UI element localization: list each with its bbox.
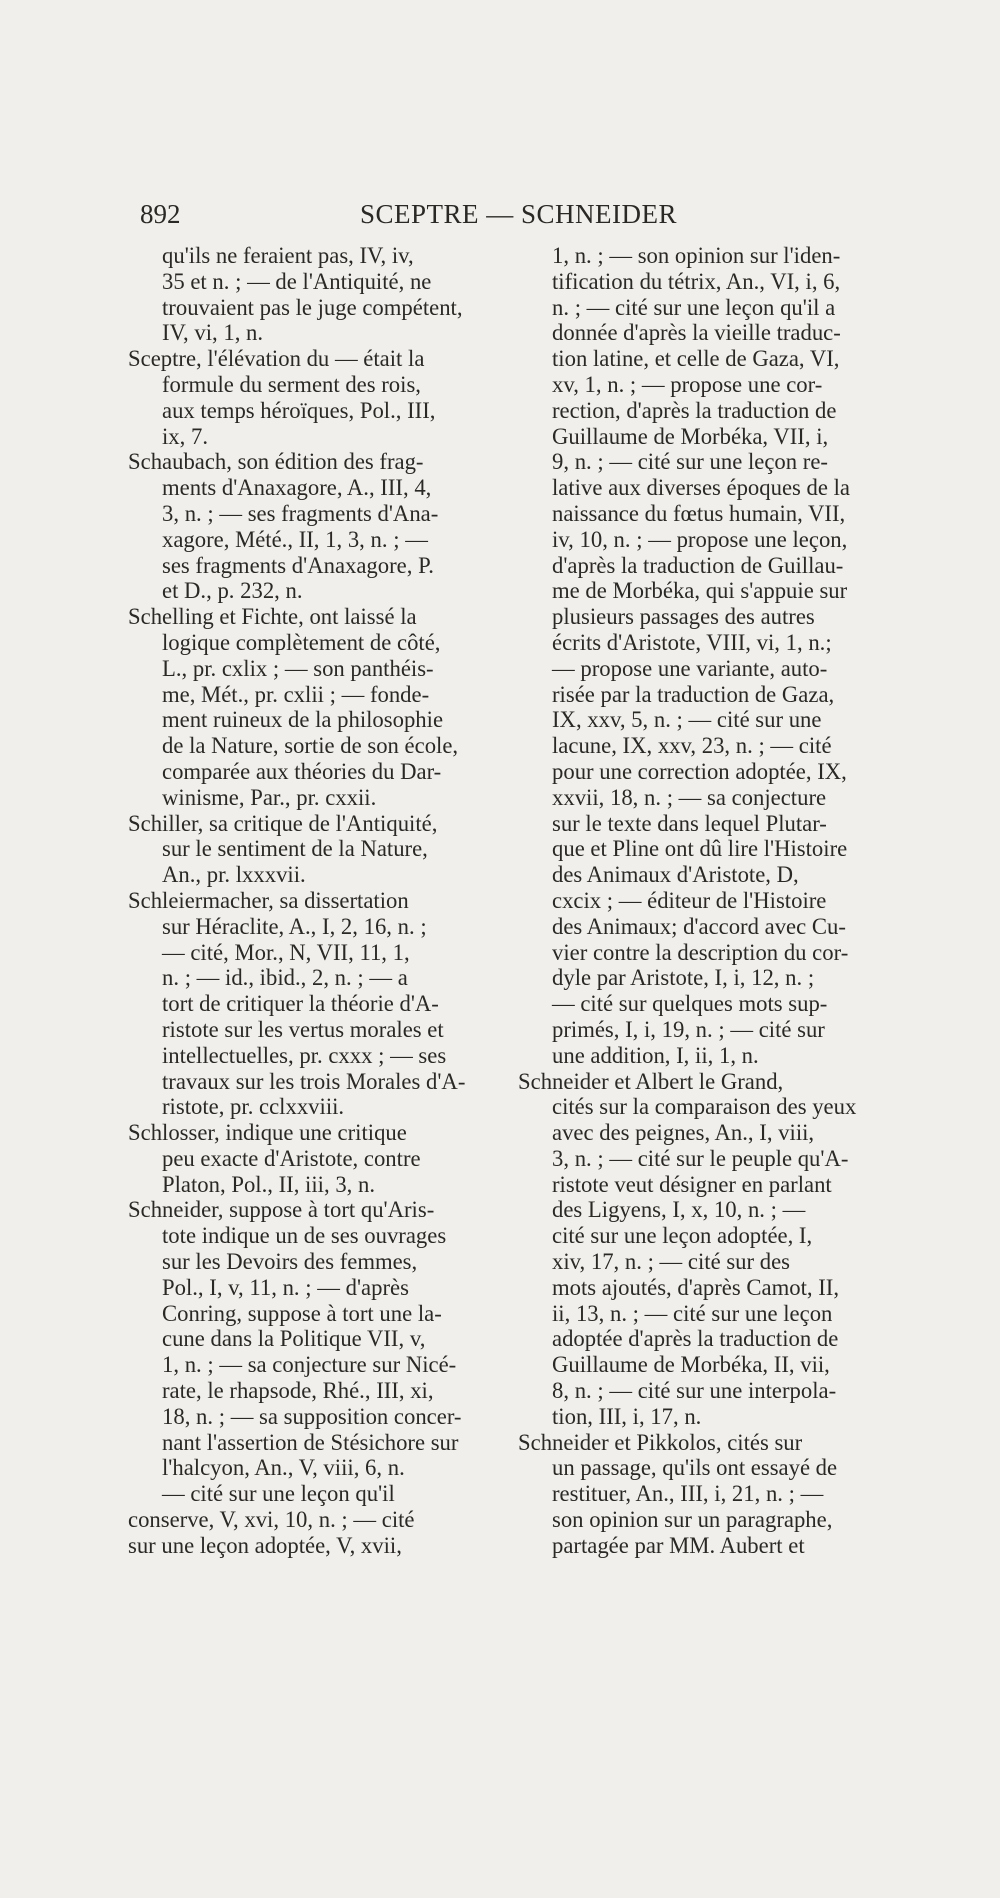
text-line: des Animaux; d'accord avec Cu- — [552, 913, 846, 939]
text-line: son opinion sur un paragraphe, — [552, 1507, 833, 1533]
text-line: avec des peignes, An., I, viii, — [552, 1120, 815, 1146]
text-line: 18, n. ; — sa supposition concer- — [162, 1403, 462, 1429]
text-line: tification du tétrix, An., VI, i, 6, — [552, 268, 841, 294]
text-line: — cité sur une leçon qu'il — [162, 1481, 395, 1507]
text-line: me de Morbéka, qui s'appuie sur — [552, 578, 848, 604]
text-line: ments d'Anaxagore, A., III, 4, — [162, 475, 432, 501]
text-line: — propose une variante, auto- — [552, 655, 828, 681]
text-line: winisme, Par., pr. cxxii. — [162, 784, 377, 810]
text-line: n. ; — cité sur une leçon qu'il a — [552, 294, 836, 320]
index-entry-line: Schaubach, son édition des frag- — [128, 449, 424, 475]
text-line: L., pr. cxlix ; — son panthéis- — [162, 655, 434, 681]
text-line: ii, 13, n. ; — cité sur une leçon — [552, 1300, 833, 1326]
text-line: naissance du fœtus humain, VII, — [552, 500, 846, 526]
text-line: ristote veut désigner en parlant — [552, 1171, 832, 1197]
text-line: Platon, Pol., II, iii, 3, n. — [162, 1171, 376, 1197]
text-line: 35 et n. ; — de l'Antiquité, ne — [162, 268, 432, 294]
text-line: xagore, Mété., II, 1, 3, n. ; — — [162, 526, 428, 552]
text-line: — cité, Mor., N, VII, 11, 1, — [162, 939, 410, 965]
text-line: que et Pline ont dû lire l'Histoire — [552, 836, 848, 862]
text-line: 1, n. ; — sa conjecture sur Nicé- — [162, 1352, 457, 1378]
text-line: comparée aux théories du Dar- — [162, 758, 442, 784]
text-line: IX, xxv, 5, n. ; — cité sur une — [552, 707, 822, 733]
index-entry-line: Schelling et Fichte, ont laissé la — [128, 604, 417, 630]
text-line: me, Mét., pr. cxlii ; — fonde- — [162, 681, 430, 707]
text-line: An., pr. lxxxvii. — [162, 862, 306, 888]
index-entry-line: sur une leçon adoptée, V, xvii, — [128, 1532, 402, 1558]
text-line: sur le sentiment de la Nature, — [162, 836, 428, 862]
text-line: qu'ils ne feraient pas, IV, iv, — [162, 243, 414, 268]
text-line: des Animaux d'Aristote, D, — [552, 862, 799, 888]
page-number: 892 — [140, 199, 181, 229]
text-line: 1, n. ; — son opinion sur l'iden- — [552, 243, 841, 268]
right-column — [518, 243, 888, 1559]
index-entry-line: Schneider et Albert le Grand, — [518, 1068, 784, 1094]
text-line: xxvii, 18, n. ; — sa conjecture — [552, 784, 827, 810]
text-line: tion latine, et celle de Gaza, VI, — [552, 346, 840, 372]
text-line: Conring, suppose à tort une la- — [162, 1300, 442, 1326]
text-line: ses fragments d'Anaxagore, P. — [162, 552, 434, 578]
text-line: d'après la traduction de Guillau- — [552, 552, 844, 578]
text-line: Pol., I, v, 11, n. ; — d'après — [162, 1274, 409, 1300]
text-line: risée par la traduction de Gaza, — [552, 681, 835, 707]
text-line: 3, n. ; — cité sur le peuple qu'A- — [552, 1145, 849, 1171]
index-entry-line: Schleiermacher, sa dissertation — [128, 887, 409, 913]
text-line: vier contre la description du cor- — [552, 939, 849, 965]
text-line: — cité sur quelques mots sup- — [552, 991, 828, 1017]
text-line: iv, 10, n. ; — propose une leçon, — [552, 526, 848, 552]
text-line: intellectuelles, pr. cxxx ; — ses — [162, 1042, 447, 1068]
text-line: cune dans la Politique VII, v, — [162, 1326, 426, 1352]
text-line: sur les Devoirs des femmes, — [162, 1249, 418, 1275]
text-line: 3, n. ; — ses fragments d'Ana- — [162, 500, 439, 526]
text-line: lative aux diverses époques de la — [552, 475, 850, 501]
index-entry-line: conserve, V, xvi, 10, n. ; — cité — [128, 1507, 415, 1533]
text-line: primés, I, i, 19, n. ; — cité sur — [552, 1016, 825, 1042]
index-entry-line: Schneider, suppose à tort qu'Aris- — [128, 1197, 435, 1223]
text-line: plusieurs passages des autres — [552, 604, 815, 630]
text-line: IV, vi, 1, n. — [162, 320, 264, 346]
text-line: xiv, 17, n. ; — cité sur des — [552, 1249, 790, 1275]
text-line: nant l'assertion de Stésichore sur — [162, 1429, 459, 1455]
text-line: 9, n. ; — cité sur une leçon re- — [552, 449, 828, 475]
text-line: donnée d'après la vieille traduc- — [552, 320, 841, 346]
text-line: tote indique un de ses ouvrages — [162, 1223, 447, 1249]
text-line: un passage, qu'ils ont essayé de — [552, 1455, 838, 1481]
text-line: partagée par MM. Aubert et — [552, 1532, 805, 1558]
text-line: cité sur une leçon adoptée, I, — [552, 1223, 813, 1249]
index-entry-line: Schneider et Pikkolos, cités sur — [518, 1429, 803, 1455]
text-line: n. ; — id., ibid., 2, n. ; — a — [162, 965, 408, 991]
text-line: Guillaume de Morbéka, VII, i, — [552, 423, 829, 449]
text-line: logique complètement de côté, — [162, 629, 441, 655]
text-line: adoptée d'après la traduction de — [552, 1326, 839, 1352]
text-line: de la Nature, sortie de son école, — [162, 733, 459, 759]
index-entry-line: Schiller, sa critique de l'Antiquité, — [128, 810, 438, 836]
text-line: cités sur la comparaison des yeux — [552, 1094, 857, 1120]
text-line: formule du serment des rois, — [162, 371, 421, 397]
index-entry-line: Schlosser, indique une critique — [128, 1120, 407, 1146]
text-line: restituer, An., III, i, 21, n. ; — — [552, 1481, 824, 1507]
text-line: ment ruineux de la philosophie — [162, 707, 444, 733]
text-line: pour une correction adoptée, IX, — [552, 758, 847, 784]
text-line: des Ligyens, I, x, 10, n. ; — — [552, 1197, 806, 1223]
text-line: une addition, I, ii, 1, n. — [552, 1042, 759, 1068]
running-title: SCEPTRE — SCHNEIDER — [360, 199, 678, 229]
text-line: travaux sur les trois Morales d'A- — [162, 1068, 466, 1094]
text-line: écrits d'Aristote, VIII, vi, 1, n.; — [552, 629, 832, 655]
text-line: sur Héraclite, A., I, 2, 16, n. ; — [162, 913, 427, 939]
text-line: xv, 1, n. ; — propose une cor- — [552, 371, 823, 397]
text-line: ristote, pr. cclxxviii. — [162, 1094, 345, 1120]
text-line: tort de critiquer la théorie d'A- — [162, 991, 439, 1017]
text-line: sur le texte dans lequel Plutar- — [552, 810, 827, 836]
text-line: l'halcyon, An., V, viii, 6, n. — [162, 1455, 405, 1481]
text-line: rection, d'après la traduction de — [552, 397, 837, 423]
text-line: et D., p. 232, n. — [162, 578, 303, 604]
text-line: Guillaume de Morbéka, II, vii, — [552, 1352, 830, 1378]
text-line: ristote sur les vertus morales et — [162, 1016, 444, 1042]
text-line: mots ajoutés, d'après Camot, II, — [552, 1274, 839, 1300]
running-head — [140, 197, 700, 231]
index-entry-line: Sceptre, l'élévation du — était la — [128, 346, 425, 372]
text-line: 8, n. ; — cité sur une interpola- — [552, 1378, 837, 1404]
text-line: ix, 7. — [162, 423, 209, 449]
left-column — [128, 243, 488, 1559]
text-line: tion, III, i, 17, n. — [552, 1403, 702, 1429]
text-line: peu exacte d'Aristote, contre — [162, 1145, 421, 1171]
text-line: cxcix ; — éditeur de l'Histoire — [552, 887, 827, 913]
text-line: rate, le rhapsode, Rhé., III, xi, — [162, 1378, 434, 1404]
text-line: trouvaient pas le juge compétent, — [162, 294, 463, 320]
text-line: dyle par Aristote, I, i, 12, n. ; — [552, 965, 815, 991]
text-line: lacune, IX, xxv, 23, n. ; — cité — [552, 733, 832, 759]
text-line: aux temps héroïques, Pol., III, — [162, 397, 436, 423]
